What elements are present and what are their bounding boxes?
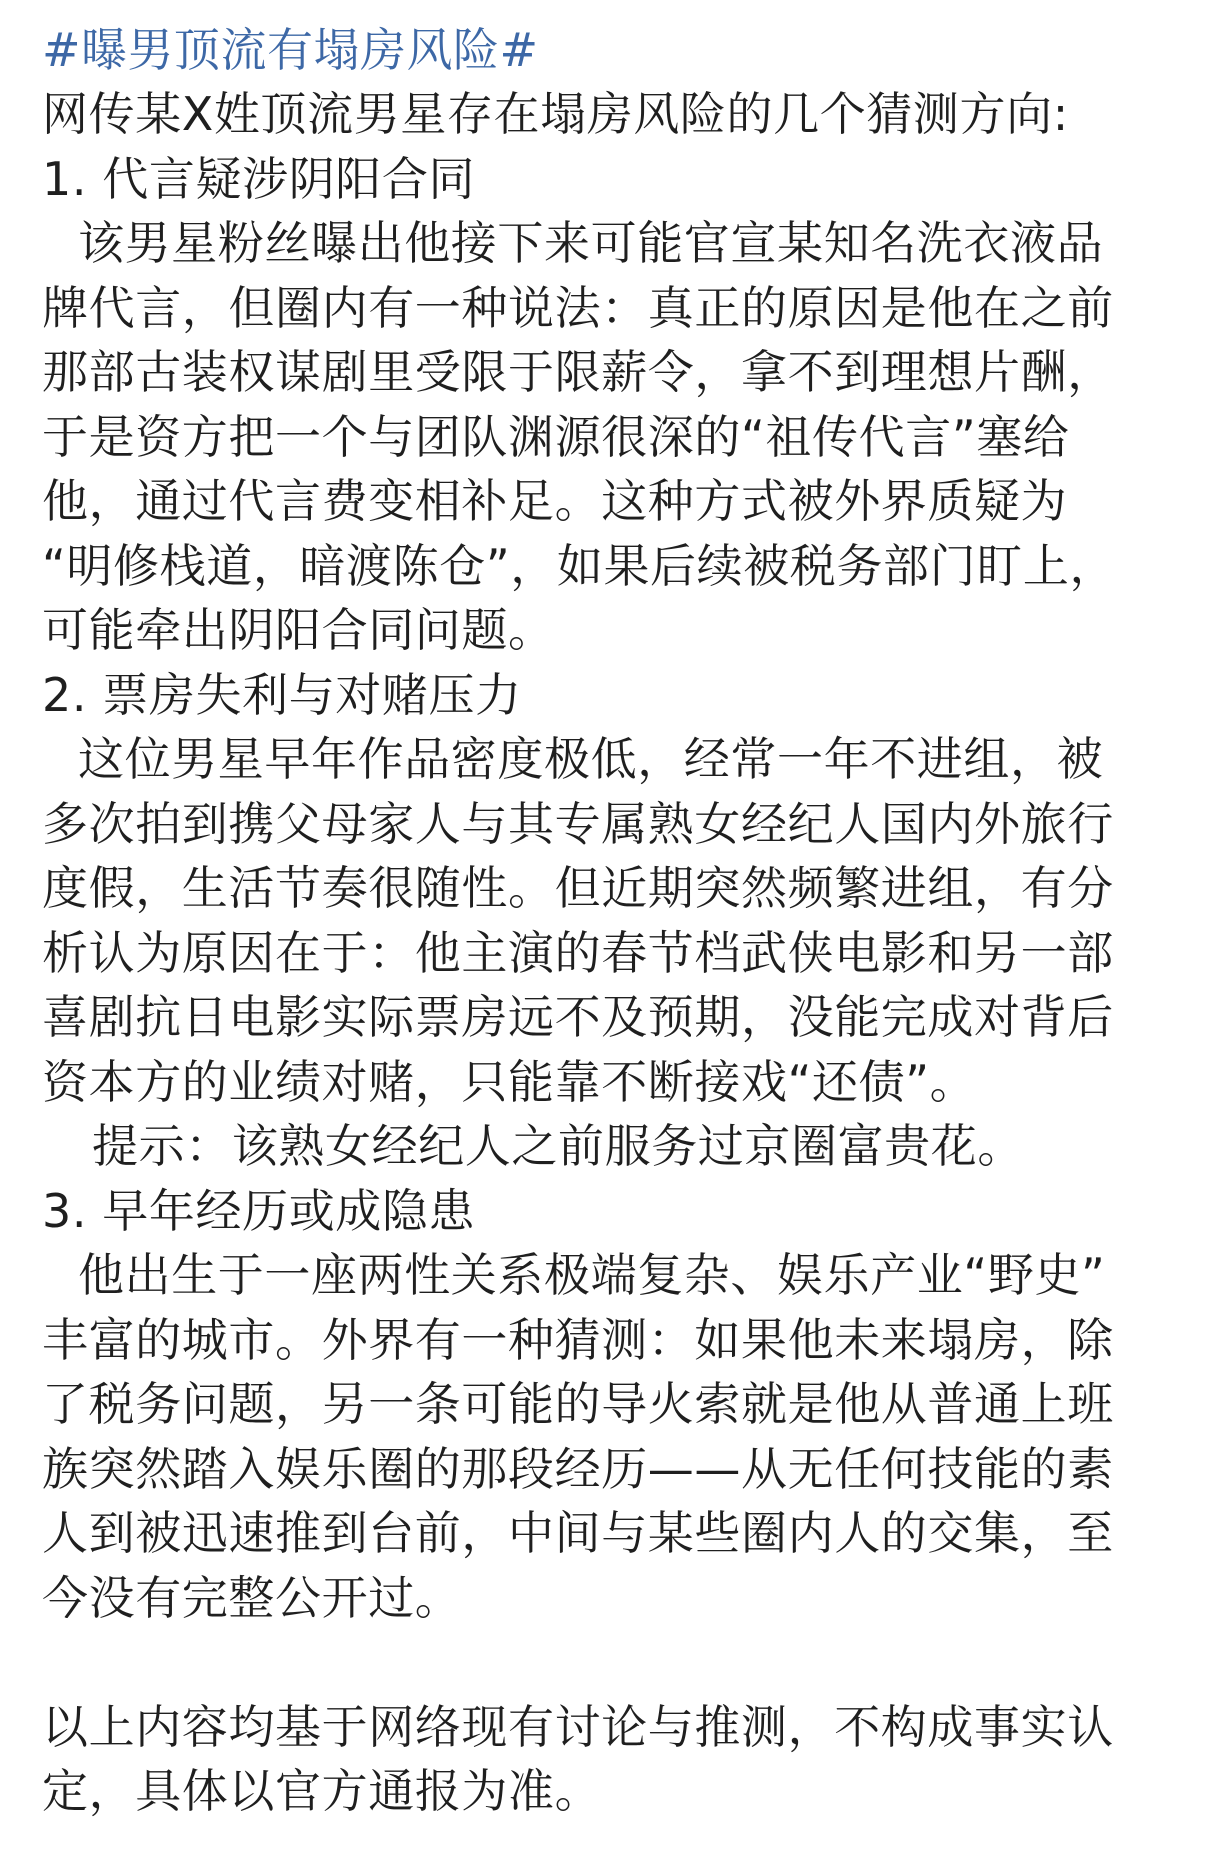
post-line: 他，通过代言费变相补足。这种方式被外界质疑为	[42, 474, 1068, 528]
post-line: 资本方的业绩对赌，只能靠不断接戏“还债”。	[42, 1054, 977, 1109]
post-line: 可能牵出阴阳合同问题。	[42, 603, 555, 657]
disclaimer-line: 定，具体以官方通报为准。	[42, 1764, 602, 1818]
section-heading: 2. 票房失利与对赌压力	[42, 667, 522, 722]
post-line: 于是资方把一个与团队渊源很深的“祖传代言”塞给	[42, 409, 1070, 464]
post-line: 那部古装权谋剧里受限于限薪令，拿不到理想片酬，	[42, 345, 1114, 399]
post-line: 析认为原因在于：他主演的春节档武侠电影和另一部	[42, 925, 1114, 980]
post-line: 他出生于一座两性关系极端复杂、娱乐产业“野史”	[78, 1248, 1106, 1302]
post-line: 这位男星早年作品密度极低，经常一年不进组，被	[78, 732, 1104, 786]
section-heading: 1. 代言疑涉阴阳合同	[42, 151, 476, 206]
hashtag-link[interactable]: #曝男顶流有塌房风险#	[42, 23, 539, 77]
post-line: 喜剧抗日电影实际票房远不及预期，没能完成对背后	[42, 990, 1114, 1044]
post-line: 度假，生活节奏很随性。但近期突然频繁进组，有分	[42, 861, 1114, 915]
post-line: 今没有完整公开过。	[42, 1570, 462, 1625]
post-line: 牌代言，但圈内有一种说法：真正的原因是他在之前	[42, 280, 1114, 335]
post-line: 多次拍到携父母家人与其专属熟女经纪人国内外旅行	[42, 796, 1114, 851]
blank-line	[42, 1630, 1178, 1695]
post-line: 该男星粉丝曝出他接下来可能官宣某知名洗衣液品	[78, 216, 1104, 270]
section-heading: 3. 早年经历或成隐患	[42, 1183, 476, 1238]
tip-line: 提示：该熟女经纪人之前服务过京圈富贵花。	[92, 1119, 1024, 1173]
post-line: 了税务问题，另一条可能的导火索就是他从普通上班	[42, 1377, 1114, 1431]
post-line: 人到被迅速推到台前，中间与某些圈内人的交集，至	[42, 1506, 1114, 1560]
post-line: 族突然踏入娱乐圈的那段经历——从无任何技能的素	[42, 1441, 1114, 1496]
post-line: “明修栈道，暗渡陈仓”，如果后续被税务部门盯上，	[42, 538, 1117, 593]
disclaimer-line: 以上内容均基于网络现有讨论与推测，不构成事实认	[42, 1699, 1114, 1754]
post-line: 丰富的城市。外界有一种猜测：如果他未来塌房，除	[42, 1312, 1114, 1367]
post-line: 网传某X姓顶流男星存在塌房风险的几个猜测方向:	[42, 87, 1069, 141]
